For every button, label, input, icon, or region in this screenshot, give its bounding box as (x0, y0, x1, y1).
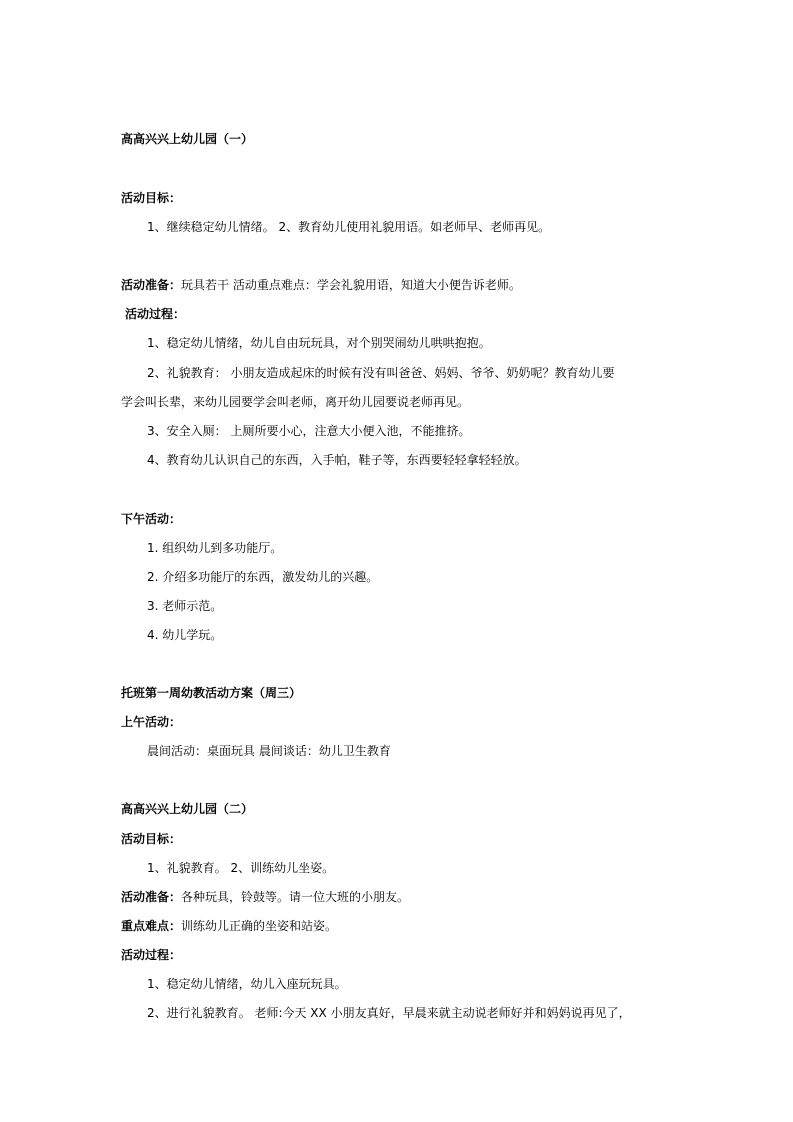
section1-process-item: 学会叫长辈，来幼儿园要学会叫老师，离开幼儿园要说老师再见。 (121, 395, 470, 409)
section1-afternoon-item: 2. 介绍多功能厅的东西，激发幼儿的兴趣。 (147, 570, 379, 584)
section1-goals-text: 1、继续稳定幼儿情绪。 2、教育幼儿使用礼貌用语。如老师早、老师再见。 (147, 220, 551, 234)
section2-prep-text: 各种玩具，铃鼓等。请一位大班的小朋友。 (181, 890, 410, 904)
section1-prep-text: 玩具若干 活动重点难点：学会礼貌用语，知道大小便告诉老师。 (181, 278, 521, 292)
section2-process-label: 活动过程： (121, 948, 182, 962)
section2-key-line (121, 918, 337, 934)
section2-key-text: 训练幼儿正确的坐姿和站姿。 (181, 919, 338, 933)
section1-process-item: 3、安全入厕： 上厕所要小心，注意大小便入池，不能推挤。 (147, 424, 471, 438)
section1-afternoon-label: 下午活动： (121, 512, 182, 526)
plan-title: 托班第一周幼教活动方案（周三） (121, 686, 302, 700)
section2-title: 高高兴兴上幼儿园（二） (121, 802, 254, 816)
section1-process-item: 1、稳定幼儿情绪，幼儿自由玩玩具，对个别哭闹幼儿哄哄抱抱。 (147, 336, 491, 350)
section1-title: 高高兴兴上幼儿园（一） (121, 132, 254, 146)
section2-goals-label: 活动目标： (121, 832, 182, 846)
section2-prep-line (121, 889, 409, 905)
section2-prep-label: 活动准备： (121, 890, 182, 904)
section2-process-item: 2、进行礼貌教育。 老师:今天 XX 小朋友真好，早晨来就主动说老师好并和妈妈说再见了， (147, 1006, 631, 1020)
section1-afternoon-item: 4. 幼儿学玩。 (147, 628, 223, 642)
section1-process-label: 活动过程： (125, 307, 186, 321)
section1-afternoon-item: 1. 组织幼儿到多功能厅。 (147, 541, 283, 555)
section2-process-item: 1、稳定幼儿情绪，幼儿入座玩玩具。 (147, 977, 347, 991)
section1-prep-label: 活动准备： (121, 278, 182, 292)
section1-goals-label: 活动目标： (121, 191, 182, 205)
plan-morning-label: 上午活动： (121, 715, 182, 729)
section1-afternoon-item: 3. 老师示范。 (147, 599, 223, 613)
section2-goals-text: 1、礼貌教育。 2、训练幼儿坐姿。 (147, 861, 335, 875)
section1-prep-line (121, 277, 521, 293)
section2-key-label: 重点难点： (121, 919, 182, 933)
plan-morning-text: 晨间活动：桌面玩具 晨间谈话：幼儿卫生教育 (147, 744, 391, 758)
section1-process-item: 2、礼貌教育： 小朋友造成起床的时候有没有叫爸爸、妈妈、爷爷、奶奶呢？教育幼儿要 (147, 366, 615, 380)
section1-process-item: 4、教育幼儿认识自己的东西，入手帕，鞋子等，东西要轻轻拿轻轻放。 (147, 453, 527, 467)
